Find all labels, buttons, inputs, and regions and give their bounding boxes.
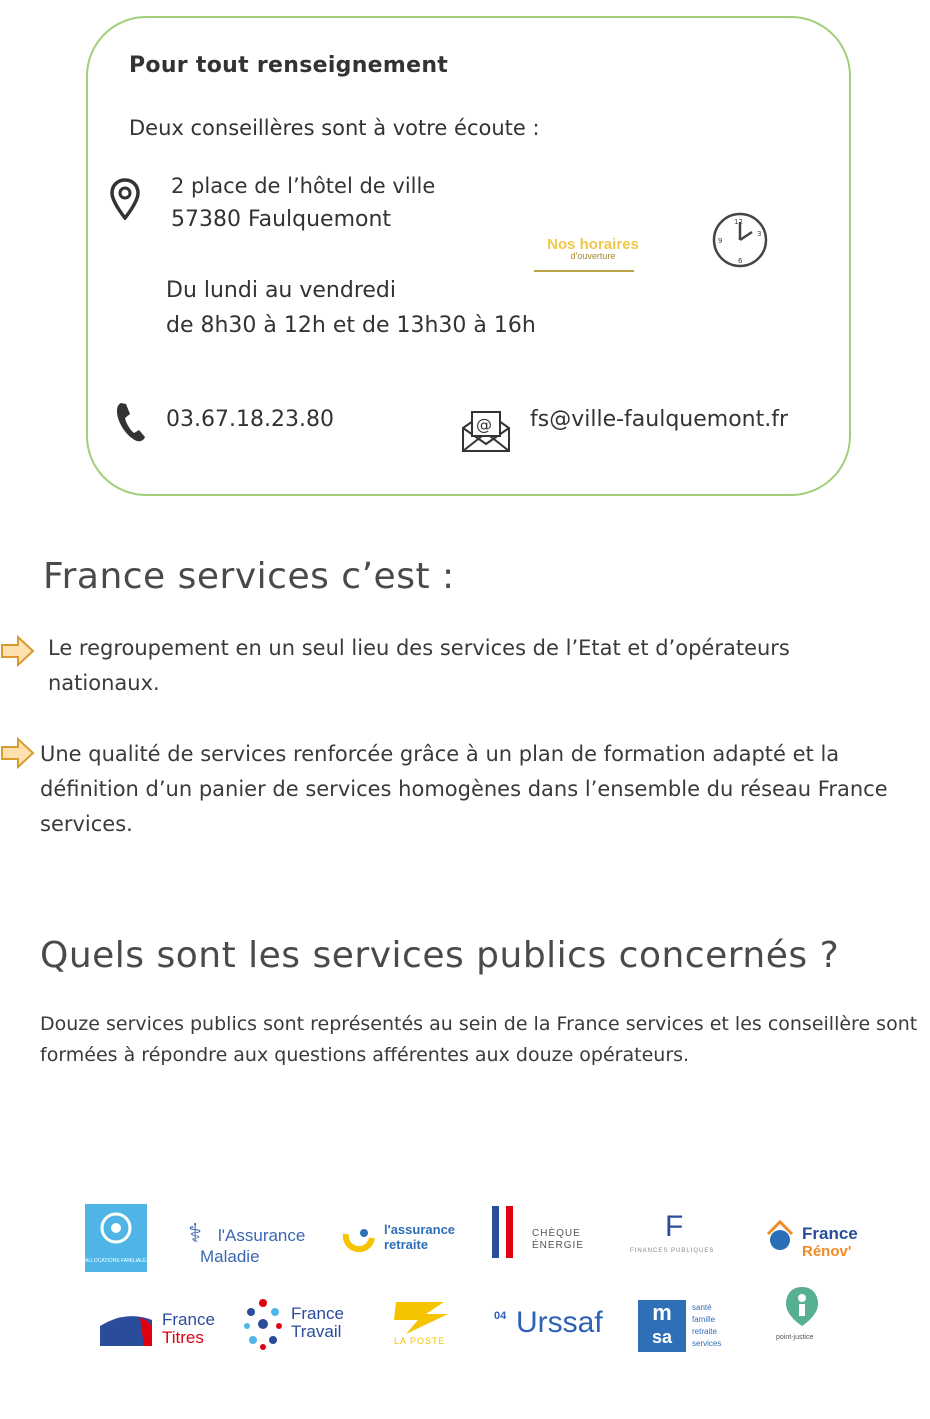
travail-text-1: France — [291, 1304, 344, 1323]
urssaf-text: Urssaf — [516, 1306, 603, 1339]
urssaf-logo — [494, 1306, 619, 1346]
svg-text:12: 12 — [734, 218, 743, 226]
email-address[interactable]: fs@ville-faulquemont.fr — [530, 407, 789, 432]
msa-text-4: services — [692, 1339, 722, 1348]
point-justice-text: point-justice — [776, 1334, 814, 1341]
location-pin-icon — [110, 178, 140, 220]
urssaf-mark-icon: 04 — [494, 1310, 507, 1322]
la-poste-bird-icon — [386, 1296, 456, 1336]
public-services-paragraph: Douze services publics sont représentés au sein de la France services et les conseillère sont formées à répondre aux questions afférentes aux douze opérateurs. — [40, 1013, 918, 1066]
finances-publiques-logo — [630, 1210, 725, 1260]
svg-text:@: @ — [476, 415, 492, 434]
assurance-maladie-text-1: l'Assurance — [218, 1226, 306, 1245]
opening-hours-badge-subtext: d'ouverture — [570, 251, 616, 261]
assurance-maladie-logo — [188, 1218, 308, 1270]
msa-block-icon: m sa — [638, 1300, 686, 1352]
bullet-1-text: Le regroupement en un seul lieu des services de l’Etat et d’opérateurs nationaux. — [48, 636, 790, 695]
caf-logo — [85, 1204, 150, 1272]
opening-hours-badge — [534, 236, 652, 276]
svg-text:3: 3 — [757, 230, 762, 238]
cheque-energie-logo — [492, 1206, 592, 1266]
phone-icon — [113, 400, 147, 444]
renov-text-1: France — [802, 1224, 858, 1243]
assurance-retraite-logo — [342, 1220, 457, 1260]
arrow-right-icon — [0, 735, 36, 771]
renov-text-2: Rénov' — [802, 1243, 852, 1260]
address-line-2: 57380 Faulquemont — [171, 207, 392, 232]
msa-text-2: famille — [692, 1315, 716, 1324]
point-justice-icon — [782, 1284, 822, 1328]
msa-text-3: retraite — [692, 1327, 717, 1336]
public-services-heading: Quels sont les services publics concernés ? — [40, 935, 840, 976]
phone-number[interactable]: 03.67.18.23.80 — [166, 407, 334, 432]
travail-dots-icon — [243, 1298, 287, 1350]
address-line-1: 2 place de l’hôtel de ville — [171, 174, 436, 198]
retraite-text-2: retraite — [384, 1237, 429, 1252]
info-box-subtitle: Deux conseillères sont à votre écoute : — [129, 116, 540, 140]
point-justice-logo — [770, 1284, 840, 1350]
renov-house-icon — [764, 1218, 796, 1252]
france-travail-logo — [243, 1298, 358, 1350]
france-titres-logo — [96, 1308, 226, 1354]
retraite-text-1: l'assurance — [384, 1222, 456, 1237]
assurance-maladie-icon: ⚕ — [188, 1218, 203, 1248]
titres-card-icon — [96, 1310, 156, 1348]
titres-text-1: France — [162, 1310, 215, 1329]
france-renov-logo — [764, 1216, 864, 1264]
badge-underline — [534, 270, 634, 272]
titres-text-2: Titres — [162, 1328, 204, 1347]
flag-blue-bar — [492, 1206, 499, 1258]
svg-text:9: 9 — [718, 237, 723, 245]
info-box-title: Pour tout renseignement — [129, 53, 449, 78]
cheque-text-2: ÉNERGIE — [532, 1240, 585, 1251]
finances-text: FINANCES PUBLIQUES — [630, 1248, 715, 1254]
clock-icon — [704, 210, 776, 270]
msa-logo — [638, 1300, 738, 1354]
france-services-heading: France services c’est : — [43, 556, 455, 597]
la-poste-logo — [386, 1296, 456, 1348]
la-poste-text: LA POSTE — [394, 1336, 446, 1346]
retraite-sun-icon — [342, 1224, 382, 1254]
travail-text-2: Travail — [291, 1322, 342, 1341]
hours-line-1: Du lundi au vendredi — [166, 278, 397, 303]
bullet-2: Une qualité de services renforcée grâce à un plan de formation adapté et la définition d’un panier de services homogènes dans l’ensemble du réseau France services. — [40, 742, 888, 836]
assurance-maladie-text-2: Maladie — [200, 1247, 260, 1266]
svg-text:6: 6 — [738, 257, 743, 265]
finances-f-icon: F — [665, 1210, 684, 1243]
hours-line-2: de 8h30 à 12h et de 13h30 à 16h — [166, 313, 536, 338]
email-icon — [460, 406, 512, 454]
msa-text-1: santé — [692, 1303, 712, 1312]
flag-red-bar — [506, 1206, 513, 1258]
caf-logo-text: ALLOCATIONS FAMILIALES — [85, 1258, 150, 1264]
opening-hours-badge-text: Nos horaires — [547, 236, 639, 253]
arrow-right-icon — [0, 633, 36, 669]
bullet-1 — [48, 631, 868, 701]
caf-emblem-icon — [85, 1204, 147, 1254]
cheque-text-1: CHÈQUE — [532, 1228, 581, 1239]
